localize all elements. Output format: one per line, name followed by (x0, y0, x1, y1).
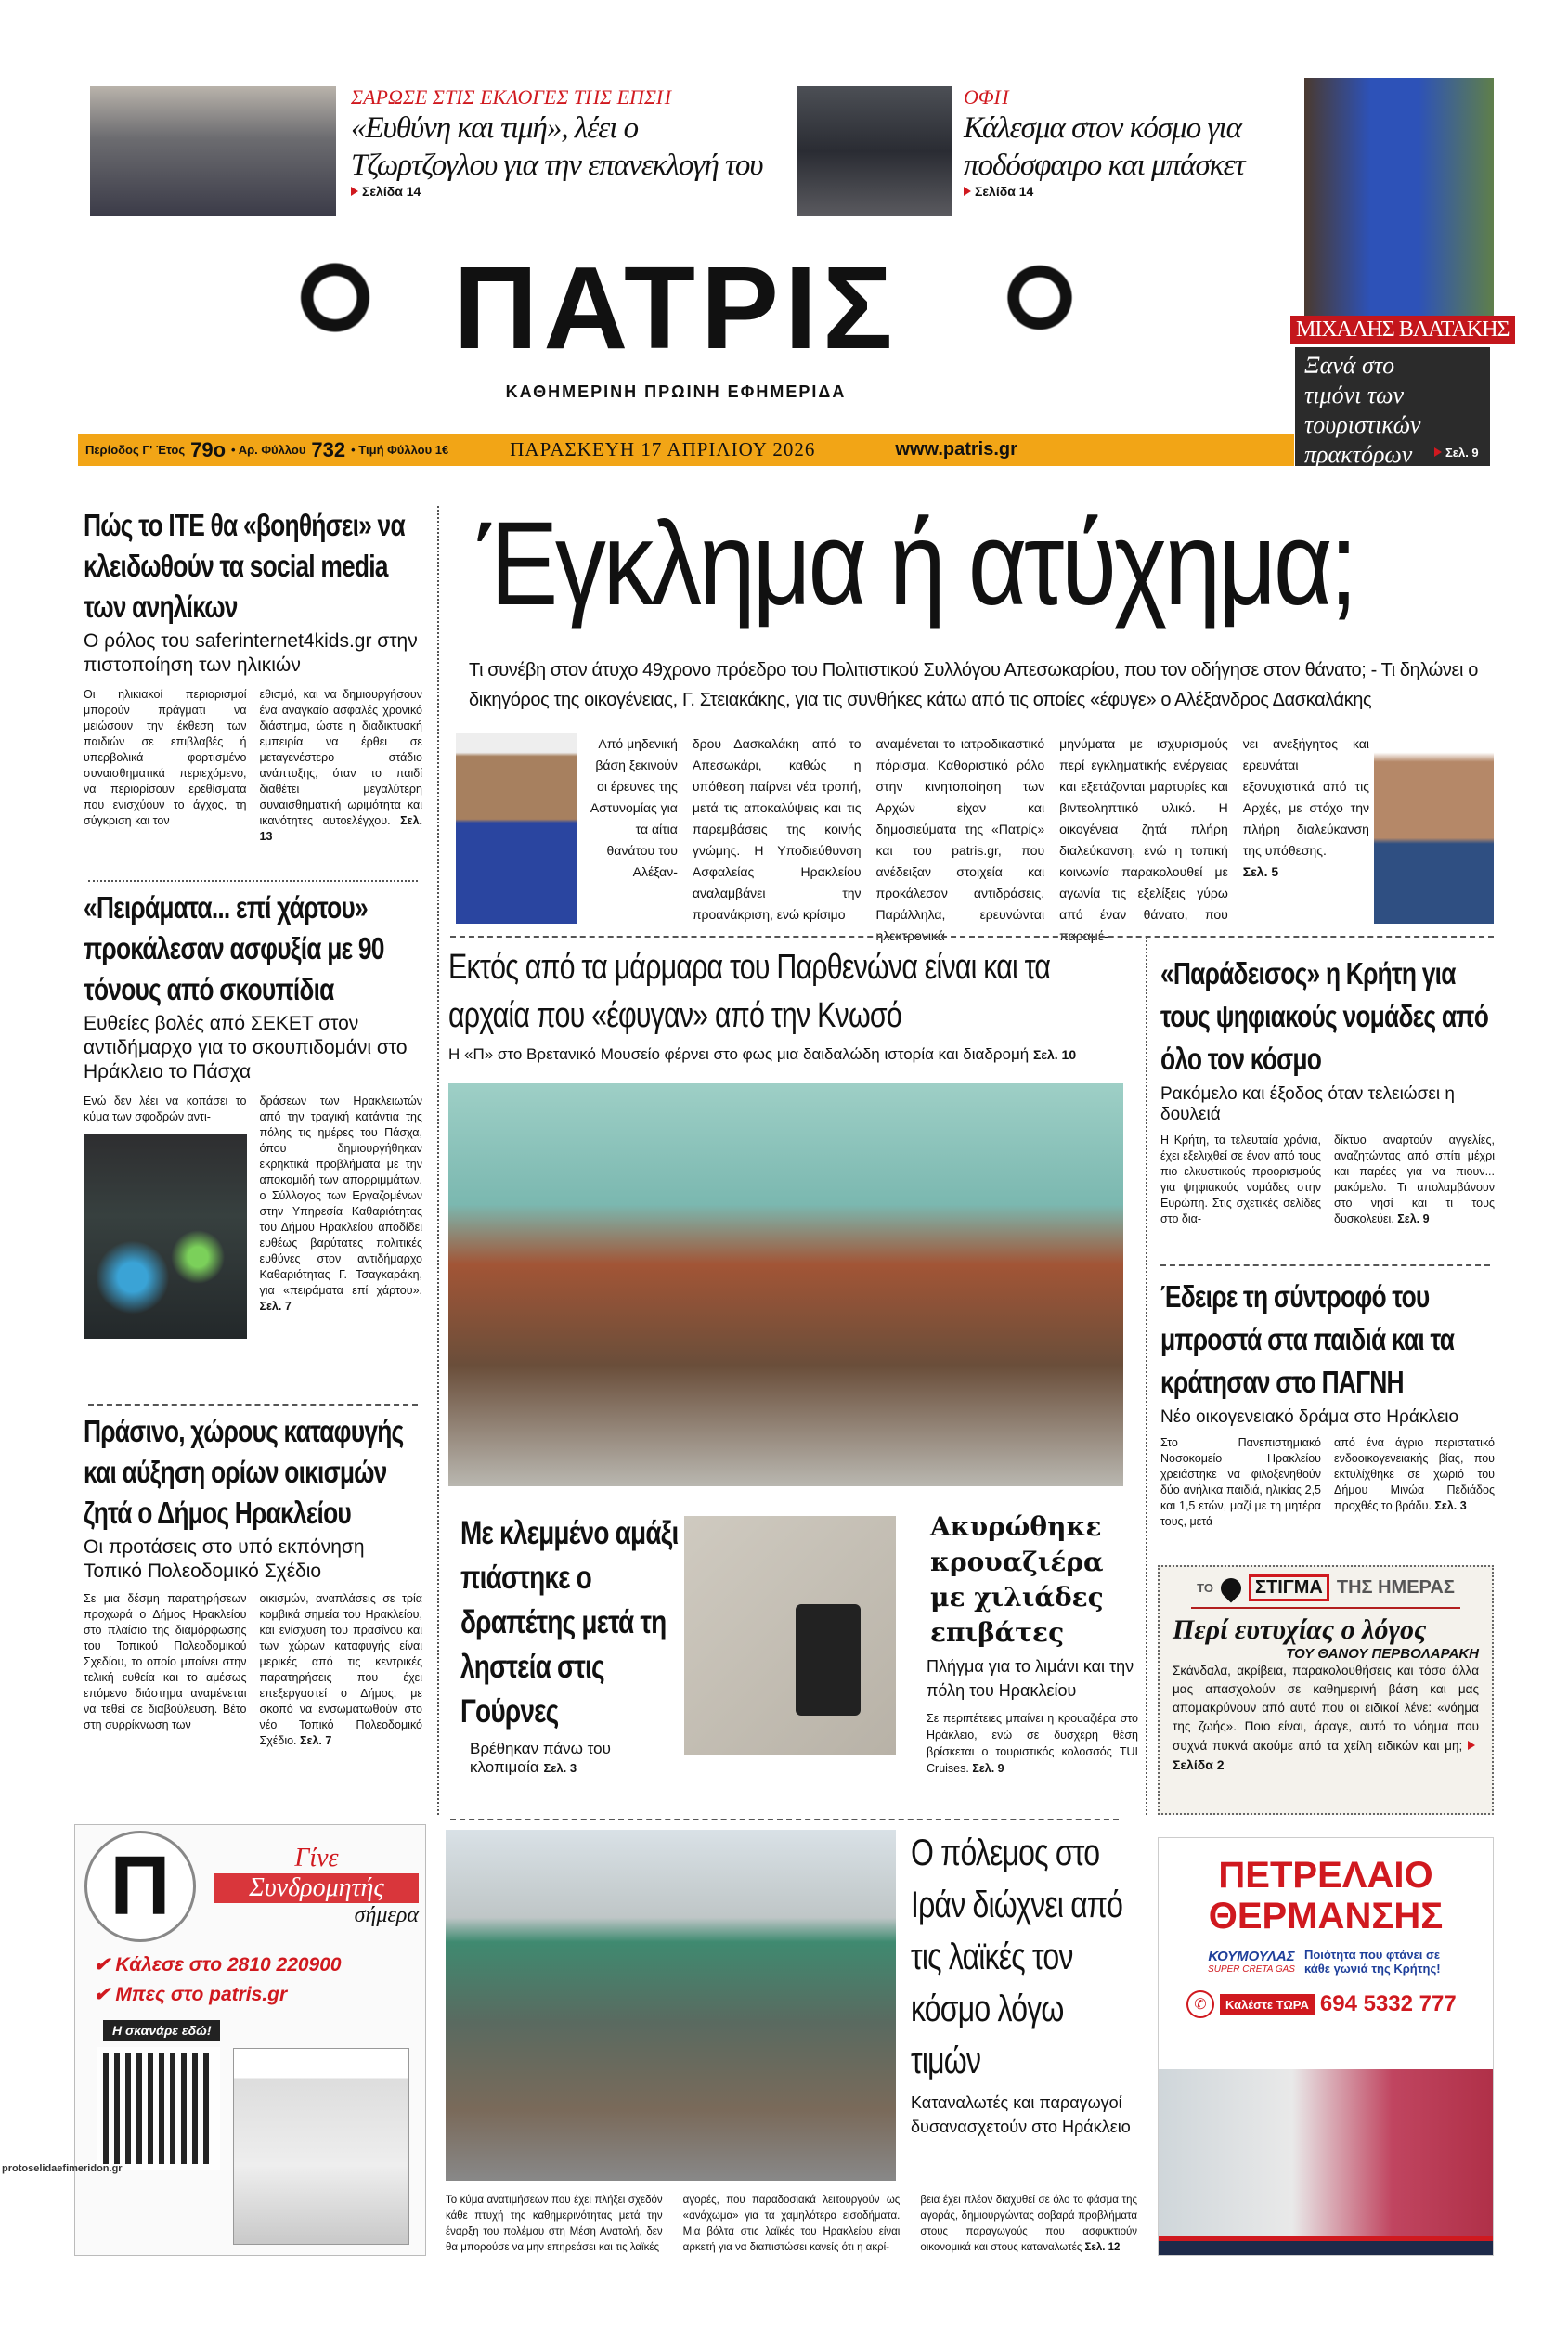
sub-text: Βρέθηκαν πάνω του κλοπιμαία (470, 1740, 611, 1776)
divider (450, 936, 1494, 938)
left-story-3[interactable] (84, 1411, 422, 1749)
body-text: Σε περιπέτειες μπαίνει η κρουαζιέρα στο Ηράκλειο, ενώ σε δυσχερή θέση βρίσκεται ο τουριστικός κολοσσός TUI Cruises. (927, 1712, 1138, 1775)
main-body (585, 733, 1369, 947)
website-link[interactable]: www.patris.gr (895, 439, 1017, 460)
headline: Έδειρε τη σύντροφό του μπροστά στα παιδιά και τα κράτησαν στο ΠΑΓΝΗ (1160, 1279, 1455, 1399)
body-col (260, 1094, 423, 1339)
body-col: Ενώ δεν λέει να κοπάσει το κύμα των σφοδρών αντι- (84, 1095, 247, 1123)
subheadline: Οι προτάσεις στο υπό εκπόνηση Τοπικό Πολεοδομικό Σχέδιο (84, 1536, 365, 1582)
page-ref: Σελ. 9 (972, 1762, 1004, 1775)
call-label: ✔ Κάλεσε στο (94, 1954, 223, 1976)
newspaper-thumbnail (233, 2048, 409, 2245)
body-col: δρου Δασκαλάκη από το Απεσωκάρι, καθώς η υπόθεση παίρνει νέα τροπή, μετά τις αποκαλύψεις και τις παρεμβάσεις της κοινής γνώμης. Η Υποδιεύθυνση Ασφαλείας Ηρακλείου αναλαμβάνει την προανάκριση, ενώ κρίσιμο (692, 736, 862, 922)
body-text: οικισμών, αναπλάσεις σε τρία κομβικά σημεία του Ηρακλείου, και ενίσχυση του πρασίνου και των χώρων καταφυγής είναι μερικές από τις κεντρικές παρατηρήσεις που έχει επεξεργαστεί ο Δήμος, με σκοπό να ενσωματωθούν στο νέο Τοπικό Πολεοδομικό Σχέδιο. (259, 1592, 422, 1747)
right-story-2[interactable] (1160, 1276, 1495, 1530)
body (1160, 1133, 1495, 1227)
body-col (1334, 1133, 1495, 1227)
body-text: Σκάνδαλα, ακρίβεια, παρακολουθήσεις και τόσα άλλα μας απασχολούν σε καθημερινή βάση και μας απομακρύνουν από αυτό που οι ειδικοί λένε: «νόημα της ζωής». Ποιο είναι, άραγε, αυτό το νόημα που συχνά πυκνά ακούμε από τα χείλη ειδικών και μη; (1173, 1664, 1479, 1753)
left-story-1[interactable] (84, 505, 422, 845)
body-text: δράσεων των Ηρακλειωτών από την τραγική κατάντια της πόλης τις ημέρες του Πάσχα, όπου δημιουργήθηκαν εκρηκτικά προβλήματα με την αποκομιδή των απορριμμάτων, ο Σύλλογος των Εργαζομένων στην Υπηρεσία Καθαριότητας του Δήμου Ηρακλείου αποδίδει ευθέως βαρύτατες πολιτικές ευθύνες στον αντιδήμαρχο Καθαριότητας Γ. Τσαγκαράκη, για «πειράματα επί χάρτου». (259, 1095, 422, 1297)
qr-code-icon[interactable] (103, 2053, 214, 2164)
teaser-2[interactable] (964, 85, 1279, 199)
divider (450, 1819, 1119, 1820)
column-divider (437, 506, 439, 1815)
page-ref: Σελ. 12 (1084, 2242, 1121, 2253)
patris-logo-icon: Π (84, 1831, 196, 1942)
headline: Πράσινο, χώρους καταφυγής και αύξηση ορίων οικισμών ζητά ο Δήμος Ηρακλείου (84, 1414, 404, 1530)
phone-number: 2810 220900 (227, 1954, 342, 1976)
stigma-to: ΤΟ (1197, 1581, 1213, 1595)
body-col: Σε μια δέσμη παρατηρήσεων προχωρά ο Δήμος Ηρακλείου στο πλαίσιο της διαμόρφωσης του Τοπικού Πολεοδομικού Σχεδίου, το οποίο μπαίνει στην τελική ευθεία και το αμέσως επόμενο διάστημα αναμένεται να τεθεί σε διαβούλευση. Βέτο στη συρρίκνωση των (84, 1592, 247, 1731)
portrait-left-icon (284, 262, 386, 364)
body-col: μηνύματα με ισχυρισμούς περί εγκληματικής ενέργειας και εξετάζονται μαρτυρίες και βιντεοληπτικό υλικό. Η οικογένεια ζητά πλήρη διαλεύκανση, ενώ η τοπική κοινωνία παρακολουθεί με αγωνία τις εξελίξεις γύρω από έναν θάνατο, που παραμέ- (1059, 736, 1228, 943)
ad-line-2: Συνδρομητής (214, 1873, 419, 1903)
divider (88, 880, 418, 882)
page-ref: Σελ. 10 (1032, 1047, 1077, 1062)
teaser-1-photo (90, 86, 336, 216)
price: • Τιμή Φύλλου 1€ (351, 443, 449, 457)
portrait-right-icon (998, 262, 1082, 364)
stigma-body (1173, 1662, 1479, 1775)
promo-name: ΜΙΧΑΛΗΣ ΒΛΑΤΑΚΗΣ (1290, 316, 1515, 344)
subheadline: Ευθείες βολές από ΣΕΚΕΤ στον αντιδήμαρχο για το σκουπιδομάνι στο Ηράκλειο το Πάσχα (84, 1013, 408, 1082)
page-ref: Σελίδα 2 (1173, 1738, 1479, 1772)
brand-logo (1208, 1949, 1295, 1975)
subscription-ad[interactable] (74, 1824, 426, 2256)
watermark: protoselidaefimeridon.gr (2, 2163, 123, 2174)
body-col (1243, 733, 1369, 947)
divider (88, 1404, 418, 1406)
body-col (260, 687, 423, 845)
ad-title-1: ΠΕΤΡΕΛΑΙΟ (1218, 1855, 1433, 1896)
page-ref: Σελ. 3 (543, 1761, 577, 1775)
subheadline: Νέο οικογενειακό δράμα στο Ηράκλειο (1160, 1407, 1459, 1427)
ad-photo (1159, 2069, 1493, 2255)
phone-icon: ✆ (1186, 1990, 1214, 2018)
right-story-1[interactable] (1160, 952, 1495, 1227)
location-pin-icon (1216, 1574, 1245, 1602)
stigma-word: ΣΤΙΓΜΑ (1249, 1574, 1329, 1601)
column-divider (1146, 938, 1147, 1815)
headline: «Πειράματα... επί χάρτου» προκάλεσαν ασφυξία με 90 τόνους από σκουπίδια (84, 890, 384, 1006)
body-text: δίκτυο αναρτούν αγγελίες, αναζητώντας από σπίτι μέχρι και παρέες για να πιουν... ρακόμελο. Τι απολαμβάνουν στο νησί και τι τους δυσκολεύει. (1334, 1134, 1495, 1225)
headline: Ο πόλεμος στο Ιράν διώχνει από τις λαϊκές τον κόσμο λόγω τιμών (911, 1833, 1123, 2081)
page-ref: Σελ. 13 (259, 814, 422, 843)
qr-badge: Η σκανάρε εδώ! (103, 2020, 220, 2040)
date: ΠΑΡΑΣΚΕΥΗ 17 ΑΠΡΙΛΙΟΥ 2026 (510, 438, 816, 460)
teaser-kicker: ΟΦΗ (964, 85, 1009, 109)
teaser-2-photo (797, 86, 952, 216)
headline: Πώς το ΙΤΕ θα «βοηθήσει» να κλειδωθούν τα social media των ανηλίκων (84, 508, 405, 624)
teaser-1[interactable] (351, 85, 787, 199)
body (1160, 1435, 1495, 1530)
body (84, 1591, 422, 1749)
promo-page: Σελ. 9 (1434, 446, 1479, 460)
body (84, 1094, 422, 1339)
war-story[interactable] (911, 1827, 1138, 2139)
subheadline: Ο ρόλος του saferinternet4kids.gr στην πιστοποίηση των ηλικιών (84, 630, 418, 676)
stigma-rest: ΤΗΣ ΗΜΕΡΑΣ (1336, 1577, 1455, 1598)
promo-title: Ξανά στο τιμόνι των τουριστικών πρακτόρων (1304, 352, 1421, 468)
page-ref: Σελ. 3 (1434, 1499, 1467, 1512)
headline: Με κλεμμένο αμάξι πιάστηκε ο δραπέτης μετά τη ληστεία στις Γούρνες (460, 1515, 679, 1730)
phone-number: 694 5332 777 (1319, 1991, 1457, 2016)
stigma-label (1173, 1574, 1479, 1601)
brand-name: ΚΟΥΜΟΥΛΑΣ (1208, 1949, 1295, 1964)
body-col: Στο Πανεπιστημιακό Νοσοκομείο Ηρακλείου χρειάστηκε να φιλοξενηθούν δύο ανήλικα παιδιά, ηλικίας 2,5 και 1,5 ετών, μαζί με τη μητέρα τους, μετά (1160, 1436, 1321, 1528)
stigma-author: ΤΟΥ ΘΑΝΟΥ ΠΕΡΒΟΛΑΡΑΚΗ (1286, 1646, 1479, 1662)
body-col (260, 1591, 423, 1749)
slogan: Ποιότητα που φτάνει σε κάθε γωνιά της Κρήτης! (1303, 1948, 1441, 1976)
teaser-title: «Ευθύνη και τιμή», λέει ο Τζωρτζογλου για την επανεκλογή του (351, 111, 763, 182)
theft-story[interactable] (460, 1511, 679, 1777)
masthead-title: ΠΑΤΡΙΣ (453, 242, 899, 373)
page-ref: Σελ. 5 (1242, 864, 1279, 879)
sub-text: Η «Π» στο Βρετανικό Μουσείο φέρνει στο φως μια δαιδαλώδη ιστορία και διαδρομή (448, 1045, 1030, 1063)
body-text: νει ανεξήγητος και ερευνάται εξονυχιστικά από τις Αρχές, με στόχο την πλήρη διαλεύκανση της υπόθεσης. (1242, 736, 1369, 858)
lawyer-photo (456, 733, 577, 924)
issue-number: 732 (311, 437, 346, 461)
headline: Εκτός από τα μάρμαρα του Παρθενώνα είναι και τα αρχαία που «έφυγαν» από την Κνωσό (448, 948, 1051, 1035)
ad-line-1: Γίνε (294, 1844, 339, 1872)
stigma-column[interactable] (1158, 1565, 1494, 1815)
body-col: Οι ηλικιακοί περιορισμοί μπορούν πράγματι να μειώσουν την έκθεση των παιδιών σε επιβλαβές ή υπερβολικά φορτισμένο συναισθηματικά περιεχόμενο, να περιορίσουν ερεθίσματα που ενισχύουν το άγχος, τη σύγκριση και τον (84, 688, 247, 827)
promo-photo (1304, 78, 1494, 319)
main-headline[interactable]: Έγκλημα ή ατύχημα; (478, 498, 1355, 630)
info-strip (78, 434, 1294, 466)
page-ref: Σελ. 7 (300, 1734, 332, 1747)
body-col (1334, 1435, 1495, 1530)
period: Περίοδος Γ' Έτος (85, 443, 186, 457)
body-col: Η Κρήτη, τα τελευταία χρόνια, έχει εξελιχθεί σε έναν από τους πιο ελκυστικούς προορισμούς για ψηφιακούς νομάδες στην Ευρώπη. Στις σχετικές σελίδες στο δια- (1160, 1134, 1321, 1225)
subheadline: Πλήγμα για το λιμάνι και την πόλη του Ηρακλείου (927, 1657, 1134, 1700)
stigma-title: Περί ευτυχίας ο λόγος (1173, 1614, 1427, 1645)
war-body (446, 2193, 1137, 2256)
page-ref: Σελ. 9 (1397, 1212, 1430, 1225)
body-col: αγορές, που παραδοσιακά λειτουργούν ως «ανάχωμα» για τα χαμηλότερα εισοδήματα. Μια βόλτα στις λαϊκές του Ηρακλείου είναι αρκετή για να διαπιστώσει κανείς ότι η ακρί- (682, 2195, 901, 2253)
cruise-story[interactable] (927, 1509, 1138, 1777)
victim-photo (1374, 733, 1494, 924)
body-text: βεια έχει πλέον διαχυθεί σε όλο το φάσμα της αγοράς, δημιουργώντας σοβαρά προβλήματα στους παραγωγούς που ασφυκτιούν οικονομικά και στους καταναλωτές (920, 2195, 1138, 2253)
divider (1160, 1264, 1490, 1266)
issue-label: • Αρ. Φύλλου (231, 443, 306, 457)
body-col: Το κύμα ανατιμήσεων που έχει πλήξει σχεδόν κάθε πτυχή της καθημερινότητας μετά την έναρξη του πολέμου στη Μέση Ανατολή, δεν θα μπορούσε να μην επηρεάσει και τις λαϊκές (446, 2195, 663, 2253)
ad-call (94, 1950, 342, 1980)
divider (1191, 1607, 1460, 1609)
masthead-subtitle: ΚΑΘΗΜΕΡΙΝΗ ΠΡΩΙΝΗ ΕΦΗΜΕΡΙΔΑ (505, 382, 847, 401)
body (927, 1710, 1138, 1777)
page-ref: Σελ. 7 (259, 1300, 292, 1313)
teaser-title: Κάλεσμα στον κόσμο για ποδόσφαιρο και μπάσκετ (964, 111, 1245, 182)
heating-oil-ad[interactable] (1158, 1837, 1494, 2256)
teaser-kicker: ΣΑΡΩΣΕ ΣΤΙΣ ΕΚΛΟΓΕΣ ΤΗΣ ΕΠΣΗ (351, 85, 671, 109)
brand-sub: SUPER CRETA GAS (1208, 1964, 1295, 1975)
subheadline: Καταναλωτές και παραγωγοί δυσανασχετούν στο Ηράκλειο (911, 2093, 1131, 2136)
stolen-items-photo (684, 1516, 896, 1755)
headline: Ακυρώθηκε κρουαζιέρα με χιλιάδες επιβάτες (930, 1511, 1104, 1648)
year: 79ο (190, 437, 227, 461)
body-col: Από μηδενική βάση ξεκινούν οι έρευνες της Αστυνομίας για τα αίτια θανάτου του Αλέξαν- (590, 736, 678, 879)
left-story-2[interactable] (84, 887, 422, 1339)
museum-photo (448, 1083, 1123, 1486)
garbage-photo (84, 1134, 247, 1339)
body-col: αναμένεται το ιατροδικαστικό πόρισμα. Καθοριστικό ρόλο στην κινητοποίηση των Αρχών είχαν και δημοσιεύματα της «Πατρίς» και του patris.gr, που ανέδειξαν στοιχεία και προκάλεσαν αντιδράσεις. Παράλληλα, ερευνώνται ηλεκτρονικά (875, 736, 1045, 943)
ad-line-3: σήμερα (354, 1903, 419, 1927)
museum-story[interactable] (448, 943, 1135, 1064)
main-subheadline: Τι συνέβη στον άτυχο 49χρονο πρόεδρο του Πολιτιστικού Συλλόγου Απεσωκαρίου, που τον οδήγησε στον θάνατο; - Τι δηλώνει ο δικηγόρος της οικογένειας, Γ. Στειακάκης, για τις συνθήκες κάτω από τις οποίες «έφυγε» ο Αλέξανδρος Δασκαλάκης (469, 660, 1478, 710)
body-text: από ένα άγριο περιστατικό ενδοοικογενειακής βίας, που εκτυλίχθηκε σε χωριό του Δήμου Μινώα Πεδιάδος προχθές το βράδυ. (1334, 1436, 1495, 1512)
page-ref: Σελίδα 14 (964, 184, 1279, 199)
page-ref: Σελίδα 14 (351, 184, 787, 199)
headline: «Παράδεισος» η Κρήτη για τους ψηφιακούς νομάδες από όλο τον κόσμο (1160, 956, 1489, 1076)
market-photo (446, 1830, 896, 2181)
ad-title-2: ΘΕΡΜΑΝΣΗΣ (1208, 1896, 1444, 1937)
cta-label: Καλέστε ΤΩΡΑ (1220, 1994, 1315, 2015)
subheadline (448, 1045, 1135, 1064)
body-col (920, 2193, 1137, 2256)
subheadline: Ρακόμελο και έξοδος όταν τελειώσει η δουλειά (1160, 1084, 1455, 1124)
ad-web: ✔ Μπες στο patris.gr (94, 1984, 288, 2005)
body (84, 687, 422, 845)
subheadline (460, 1740, 679, 1777)
body-text: εθισμό, και να δημιουργήσουν ένα αναγκαίο ασφαλές χρονικό διάστημα, ώστε η διαδικτυακή εμπειρία να έρθει σε μεταγενέστερο στάδιο ανάπτυξης, όταν το παιδί διαθέτει μεγαλύτερη συναισθηματική ωριμότητα και ικανότητες αυτοελέγχου. (259, 688, 422, 827)
